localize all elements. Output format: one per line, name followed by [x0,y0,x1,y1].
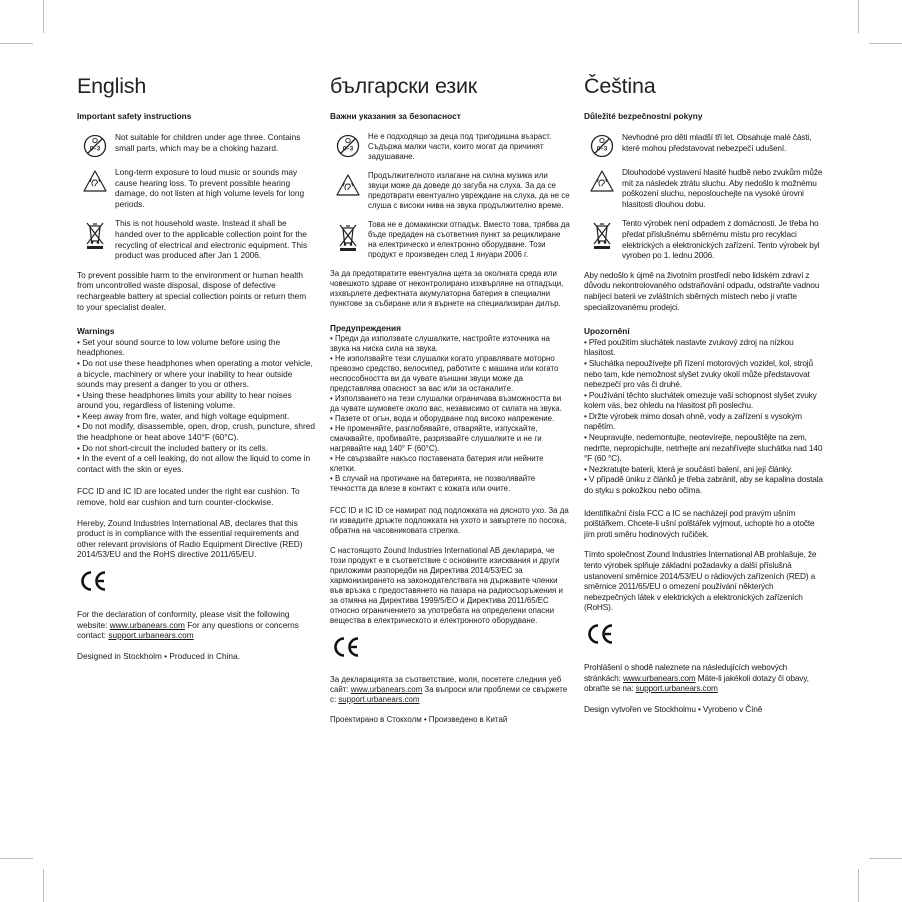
warnings-heading: Upozornění [584,326,630,337]
crop-mark [0,858,33,859]
safety-item-weee [584,218,824,260]
conformity-text [584,662,824,694]
fcc-id-text: Identifikační čísla FCC a IC se nacházejí pod pravým ušním polštářkem. Chcete-li ušní polštářek vyjmout, uchopte ho a otočte jím proti směru hodinových ručiček. [584,507,815,539]
conformity-pre: For the declaration of conformity, please visit the following website: [77,609,290,630]
conformity-pre: Prohlášení o shodě naleznete na následujících webových stránkách: [584,661,788,683]
safety-item-text: This is not household waste. Instead it shall be handed over to the applicable collection point for the recycling of electrical and electronic equipment. This product was produced after Jan 1 2006. [115,218,308,261]
safety-item-choking [330,132,570,162]
safety-item-text: Long-term exposure to loud music or sounds may cause hearing loss. To prevent possible hearing damage, do not listen at high volume levels for long periods. [115,167,305,209]
website-link[interactable]: www.urbanears.com [109,619,185,630]
warning-item: • Používání těchto sluchátek omezuje vaši schopnost slyšet zvuky kolem vás, bez ohledu na hlasitost při poslechu. [584,389,817,411]
safety-item-text: Tento výrobek není odpadem z domácnosti. Je třeba ho předat příslušnému sběrnému místu pro recyklaci elektrických a elektronických zařízení. Tento výrobek byl vyroben po 1. lednu 2006. [622,218,820,261]
crop-mark [43,0,44,33]
ce-mark-icon [586,623,824,650]
declaration-text: С настоящото Zound Industries International AB декларира, че този продукт е в съответствие с основните изисквания и други приложими разпоредби на Директива 2014/53/ЕС за хармонизирането на законодателствата на държавите членки във връзка с предоставянето на пазара на радиосъоръжения и за отмяна на Директива 1999/5/ЕО и Директива 2011/65/ЕС относно ограничението за употребата на определени опасни вещества в електрическото и електронното оборудване. [330,545,563,625]
safety-heading: Důležité bezpečnostní pokyny [584,111,703,121]
conformity-mid: For any questions or concerns contact: [77,619,299,641]
warning-item: • Използването на тези слушалки ограничава възможността ви да чувате шумовете около вас, независимо от силата на звука. [330,393,562,413]
warnings-list [330,334,570,494]
warning-item: • Neupravujte, nedemontujte, neotevírejte, nepouštějte na zem, nedrťte, nepropichujte, netrhejte ani nezahřívejte sluchátka nad 140 °F (60 °C). [584,432,823,464]
conformity-pre: За декларацията за съответствие, моля, посетете следния уеб сайт: [330,674,562,694]
footer-text: Проектирано в Стокхолм • Произведено в Китай [330,714,508,724]
crossed-bin-icon [584,218,620,250]
age-warning-icon [330,132,366,158]
warning-item: • Do not short-circuit the included battery or its cells. [77,442,269,453]
warning-item: • Před použitím sluchátek nastavte zvukový zdroj na nízkou hlasitost. [584,336,794,358]
footer-text: Design vytvořen ve Stockholmu • Vyrobeno v Číně [584,703,763,714]
safety-item-text: Това не е домакински отпадък. Вместо това, трябва да бъде предаден на съответния пункт за рециклиране на електрическо и електронно оборудване. Този продукт е произведен след 1 януари 2006 г. [368,220,570,259]
warning-item: • Nezkratujte baterii, která je součástí balení, ani její články. [584,463,793,474]
battery-disposal-text: To prevent possible harm to the environment or human health from uncontrolled waste disposal, dispose of defective rechargeable battery at special collection points or return them to your specialist dealer. [77,269,307,312]
warning-item: • In the event of a cell leaking, do not allow the liquid to come in contact with the skin or eyes. [77,453,311,474]
age-warning-icon [584,132,620,158]
language-title: български език [330,74,477,98]
support-link[interactable]: support.urbanears.com [635,683,718,694]
fcc-id-text: FCC ID и IC ID се намират под подложката на дясното ухо. За да ги извадите дръжте подложката на ухото и завъртете по посока, обратна на часовниковата стрелка. [330,505,569,535]
conformity-mid: За въпроси или проблеми се свържете с: [330,684,568,704]
conformity-text [77,609,315,641]
safety-heading: Important safety instructions [77,111,192,121]
website-link[interactable]: www.urbanears.com [622,672,696,683]
warnings-list [77,337,315,475]
conformity-text [330,675,570,705]
age-label: 0–3 [342,145,354,153]
warning-item: • Пазете от огън, вода и оборудване под високо напрежение. [330,413,555,423]
language-title: English [77,74,147,98]
crop-mark [858,0,859,33]
safety-item-text: Не е подходящо за деца под тригодишна възраст. Съдържа малки части, които могат да причинят задушаване. [368,132,552,161]
hearing-warning-icon [330,171,366,197]
warning-item: • Držte výrobek mimo dosah ohně, vody a zařízení s vysokým napětím. [584,410,802,432]
warnings-list [584,337,824,496]
battery-disposal-text: Aby nedošlo k újmě na životním prostředí nebo lidském zdraví z důvodu nekontrolovaného odstraňování odpadu, odstraňte vadnou nabíjecí baterii ve zvláštních sběrných místech nebo ji vraťte specializovanému prodejci. [584,269,820,312]
warning-item: • Sluchátka nepoužívejte při řízení motorových vozidel, kol, strojů nebo tam, kde nemožnost slyšet zvuky okolí může představovat nebezpečí pro vás či druhé. [584,357,813,390]
safety-item-text: Продължителното излагане на силна музика или звуци може да доведе до загуба на слуха. За да се предотврати евентуално увреждане на слуха, да не се слуша с високи нива на звука продължително време. [368,171,570,210]
battery-disposal-text: За да предотвратите евентуална щета за околната среда или човешкото здраве от неконтролирано изхвърляне на отпадъци, изхвърлете дефектната акумулаторна батерия в специални пунктове за събиране или я върнете на специализиран дилър. [330,269,564,308]
safety-item-text: Nevhodné pro děti mladší tří let. Obsahuje malé části, které mohou představovat nebezpečí udušení. [622,132,812,153]
safety-item-weee [77,218,315,260]
safety-item-hearing [330,171,570,211]
fcc-id-text: FCC ID and IC ID are located under the right ear cushion. To remove, hold ear cushion and turn counter-clockwise. [77,486,300,508]
declaration-text: Tímto společnost Zound Industries International AB prohlašuje, že tento výrobek splňuje základní požadavky a další příslušná ustanovení směrnice 2014/53/EU o rádiových zařízeních (RED) a směrnice 2011/65/EU o omezení používání některých nebezpečných látek v elektrických a elektronických zařízeních (RoHS). [584,549,817,613]
conformity-mid: Máte-li jakékoli dotazy či obavy, obraťte se na: [584,672,809,694]
hearing-warning-icon [584,167,620,193]
crossed-bin-icon [77,218,113,250]
language-title: Čeština [584,74,656,98]
warning-item: • Do not use these headphones when operating a motor vehicle, a bicycle, machinery or where your inability to hear outside sounds may present a danger to you or others. [77,357,313,390]
safety-item-hearing [77,167,315,209]
support-link[interactable]: support.urbanears.com [338,694,420,704]
warnings-heading: Предупреждения [330,323,401,333]
crop-mark [43,869,44,902]
warning-item: • Не използвайте тези слушалки когато управлявате моторно превозно средство, велосипед, работите с машина или когато неспособността ви да чувате външни звуци може да представлява опасност за вас или за останалите. [330,353,559,393]
safety-item-choking [77,132,315,158]
column-czech [584,74,824,724]
column-english [77,74,315,671]
crop-mark [869,43,902,44]
warning-item: • Преди да използвате слушалките, настройте източника на звука на ниска сила на звука. [330,333,550,353]
safety-item-text: Not suitable for children under age three. Contains small parts, which may be a choking hazard. [115,132,301,153]
warning-item: • Не свързвайте накъсо поставената батерия или нейните клетки. [330,453,544,473]
age-label: 0–3 [596,145,608,153]
website-link[interactable]: www.urbanears.com [350,684,423,694]
warning-item: • Не променяйте, разглобявайте, отваряйте, изпускайте, смачквайте, пробивайте, разрязвайте слушалките и не ги нагрявайте над 140° F (60°C). [330,423,542,453]
warning-item: • Do not modify, disassemble, open, drop, crush, puncture, shred the headphone or heat above 140°F (60°C). [77,421,315,443]
warning-item: • Set your sound source to low volume before using the headphones. [77,336,281,358]
support-link[interactable]: support.urbanears.com [108,630,194,641]
crop-mark [869,858,902,859]
crop-mark [0,43,33,44]
crop-mark [858,869,859,902]
declaration-text: Hereby, Zound Industries International AB, declares that this product is in compliance with the essential requirements and other relevant provisions of Radio Equipment Directive (RED) 2014/53/EU and the RoHS directive 2011/65/EU. [77,517,303,560]
safety-item-hearing [584,167,824,209]
age-label: 0–3 [89,145,101,153]
warning-item: • V případě úniku z článků je třeba zabránit, aby se kapalina dostala do styku s pokožkou nebo očima. [584,474,823,496]
ce-mark-icon [79,570,315,597]
hearing-warning-icon [77,167,113,193]
ce-mark-icon [332,636,570,663]
safety-item-text: Dlouhodobé vystavení hlasité hudbě nebo zvukům může mít za následek ztrátu sluchu. Aby nedošlo k možnému poškození sluchu, neposlouchejte na vysoké úrovni hlasitosti dlouhou dobu. [622,167,823,209]
safety-heading: Важни указания за безопасност [330,111,461,121]
crossed-bin-icon [330,220,366,252]
age-warning-icon [77,132,113,158]
column-bulgarian [330,74,570,735]
warning-item: • Keep away from fire, water, and high voltage equipment. [77,410,290,421]
safety-item-weee [330,220,570,260]
warning-item: • Using these headphones limits your ability to hear noises around you, regardless of listening volume. [77,389,292,411]
safety-item-choking [584,132,824,158]
footer-text: Designed in Stockholm • Produced in China. [77,650,240,661]
warning-item: • В случай на протичане на батерията, не позволявайте течността да влезе в контакт с кожата или очите. [330,473,536,493]
warnings-heading: Warnings [77,326,115,337]
